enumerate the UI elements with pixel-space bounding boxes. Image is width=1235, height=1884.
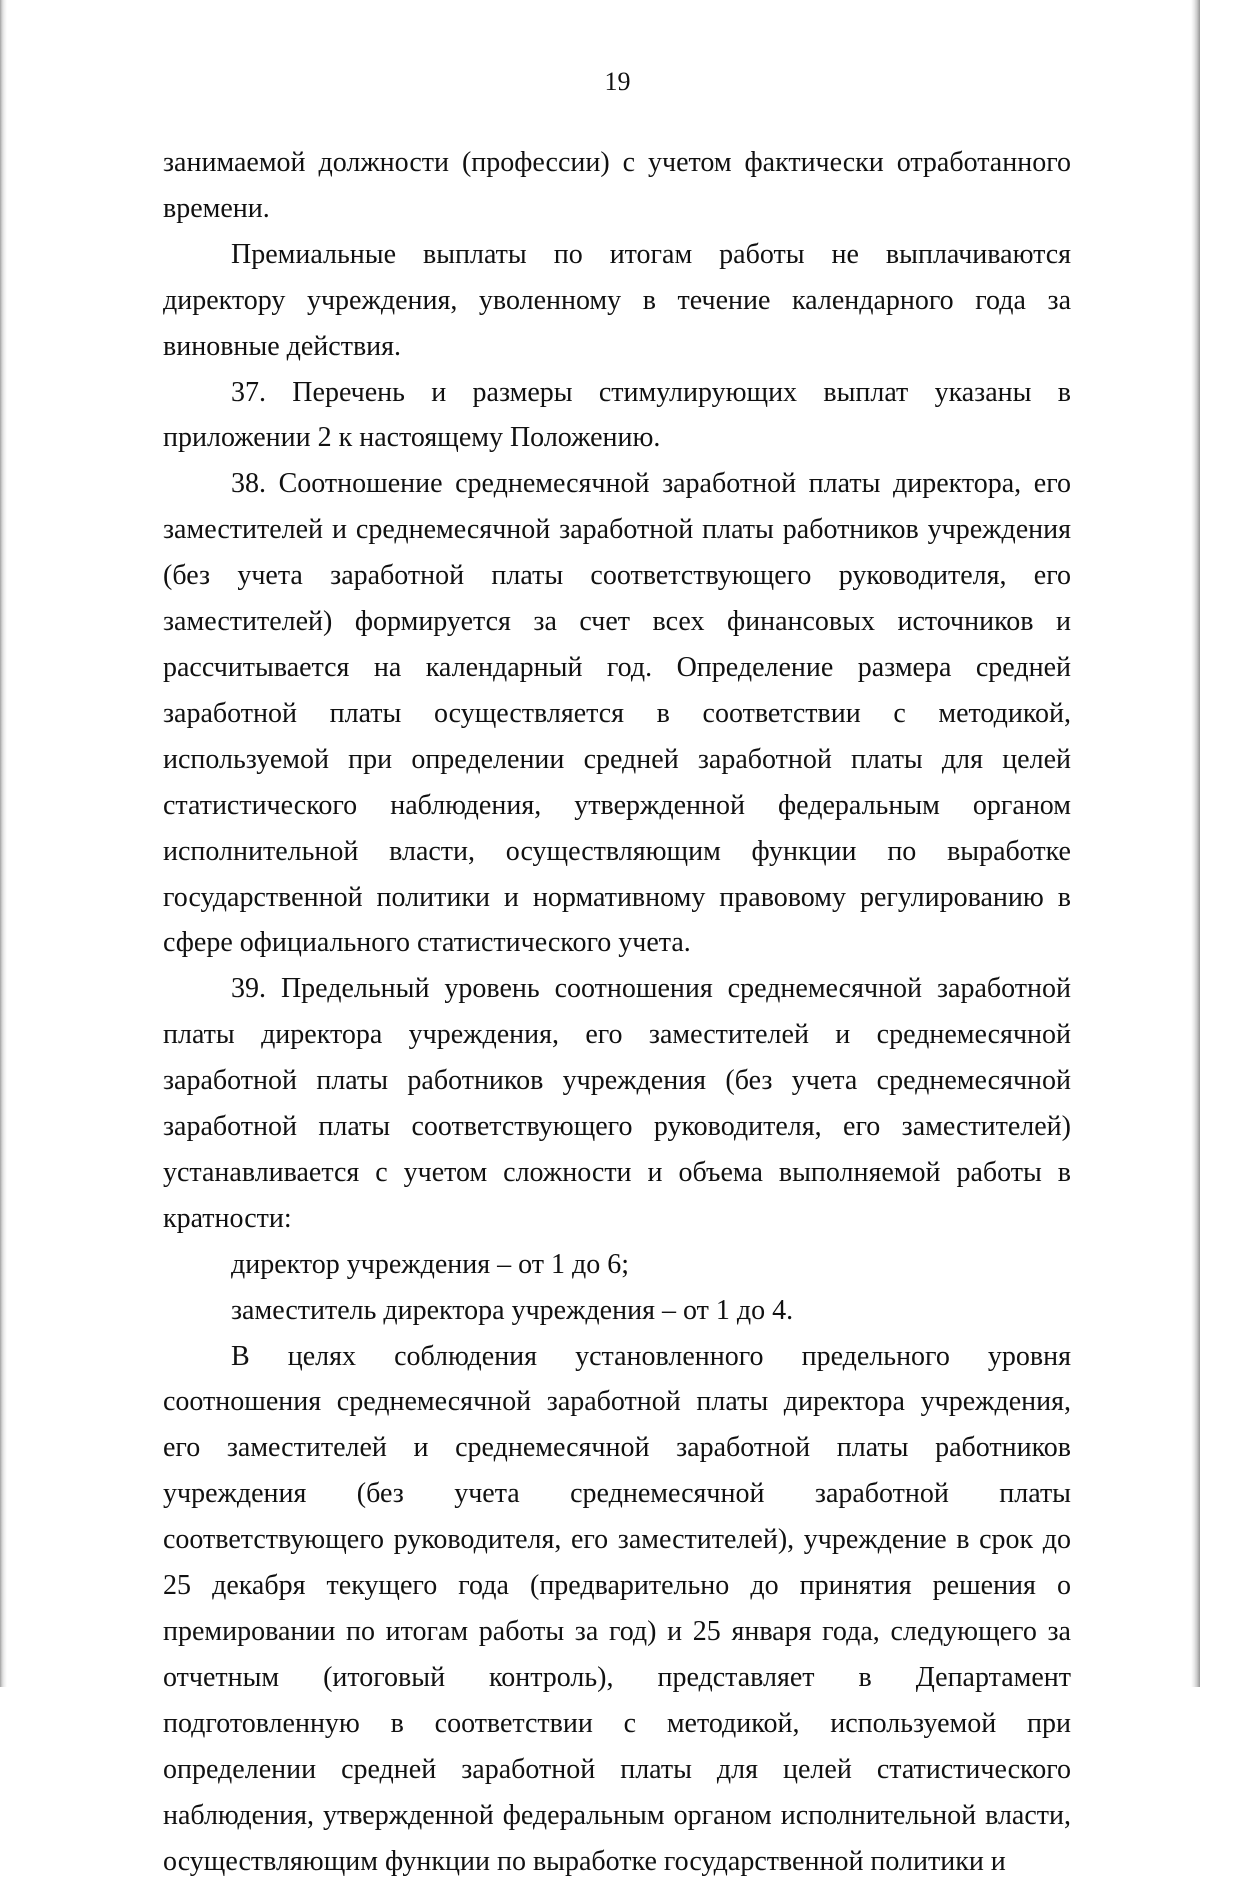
paragraph-item-37: 37. Перечень и размеры стимулирующих выплат указаны в приложении 2 к настоящему Положению.: [163, 376, 1071, 454]
paragraph-compliance: В целях соблюдения установленного предельного уровня соотношения среднемесячной заработной платы директора учреждения, его заместителей и среднемесячной заработной платы работников учреждения (без учета среднемесячной заработной платы соответствующего руководителя, его заместителей), учреждение в срок до 25 декабря текущего года (предварительно до принятия решения о премировании по итогам работы за год) и 25 января года, следующего за отчетным (итоговый контроль), представляет в Департамент подготовленную в соответствии с методикой, используемой при определении средней заработной платы для целей статистического наблюдения, утвержденной федеральным органом исполнительной власти, осуществляющим функции по выработке государственной политики и: [163, 1340, 1071, 1877]
paragraph-item-39: 39. Предельный уровень соотношения среднемесячной заработной платы директора учреждения, его заместителей и среднемесячной заработной платы работников учреждения (без учета среднемесячной заработной платы соответствующего руководителя, его заместителей) устанавливается с учетом сложности и объема выполняемой работы в кратности:: [163, 973, 1071, 1234]
paragraph-premium-payments: Премиальные выплаты по итогам работы не выплачиваются директору учреждения, уволенному в течение календарного года за виновные действия.: [163, 238, 1071, 362]
ratio-director-line: директор учреждения – от 1 до 6;: [231, 1248, 630, 1280]
paragraph-continuation: занимаемой должности (профессии) с учетом фактически отработанного времени.: [163, 147, 1071, 224]
ratio-deputy-line: заместитель директора учреждения – от 1 до 4.: [231, 1294, 794, 1326]
paragraph-item-38: 38. Соотношение среднемесячной заработной платы директора, его заместителей и среднемесячной заработной платы работников учреждения (без учета заработной платы соответствующего руководителя, его заместителей) формируется за счет всех финансовых источников и рассчитывается на календарный год. Определение размера средней заработной платы осуществляется в соответствии с методикой, используемой при определении средней заработной платы для целей статистического наблюдения, утвержденной федеральным органом исполнительной власти, осуществляющим функции по выработке государственной политики и нормативному правовому регулированию в сфере официального статистического учета.: [163, 468, 1071, 959]
document-body: [163, 140, 1071, 1884]
page-number: 19: [604, 67, 631, 96]
scan-left-edge: [0, 0, 7, 1687]
scan-right-edge: [1191, 0, 1200, 1687]
